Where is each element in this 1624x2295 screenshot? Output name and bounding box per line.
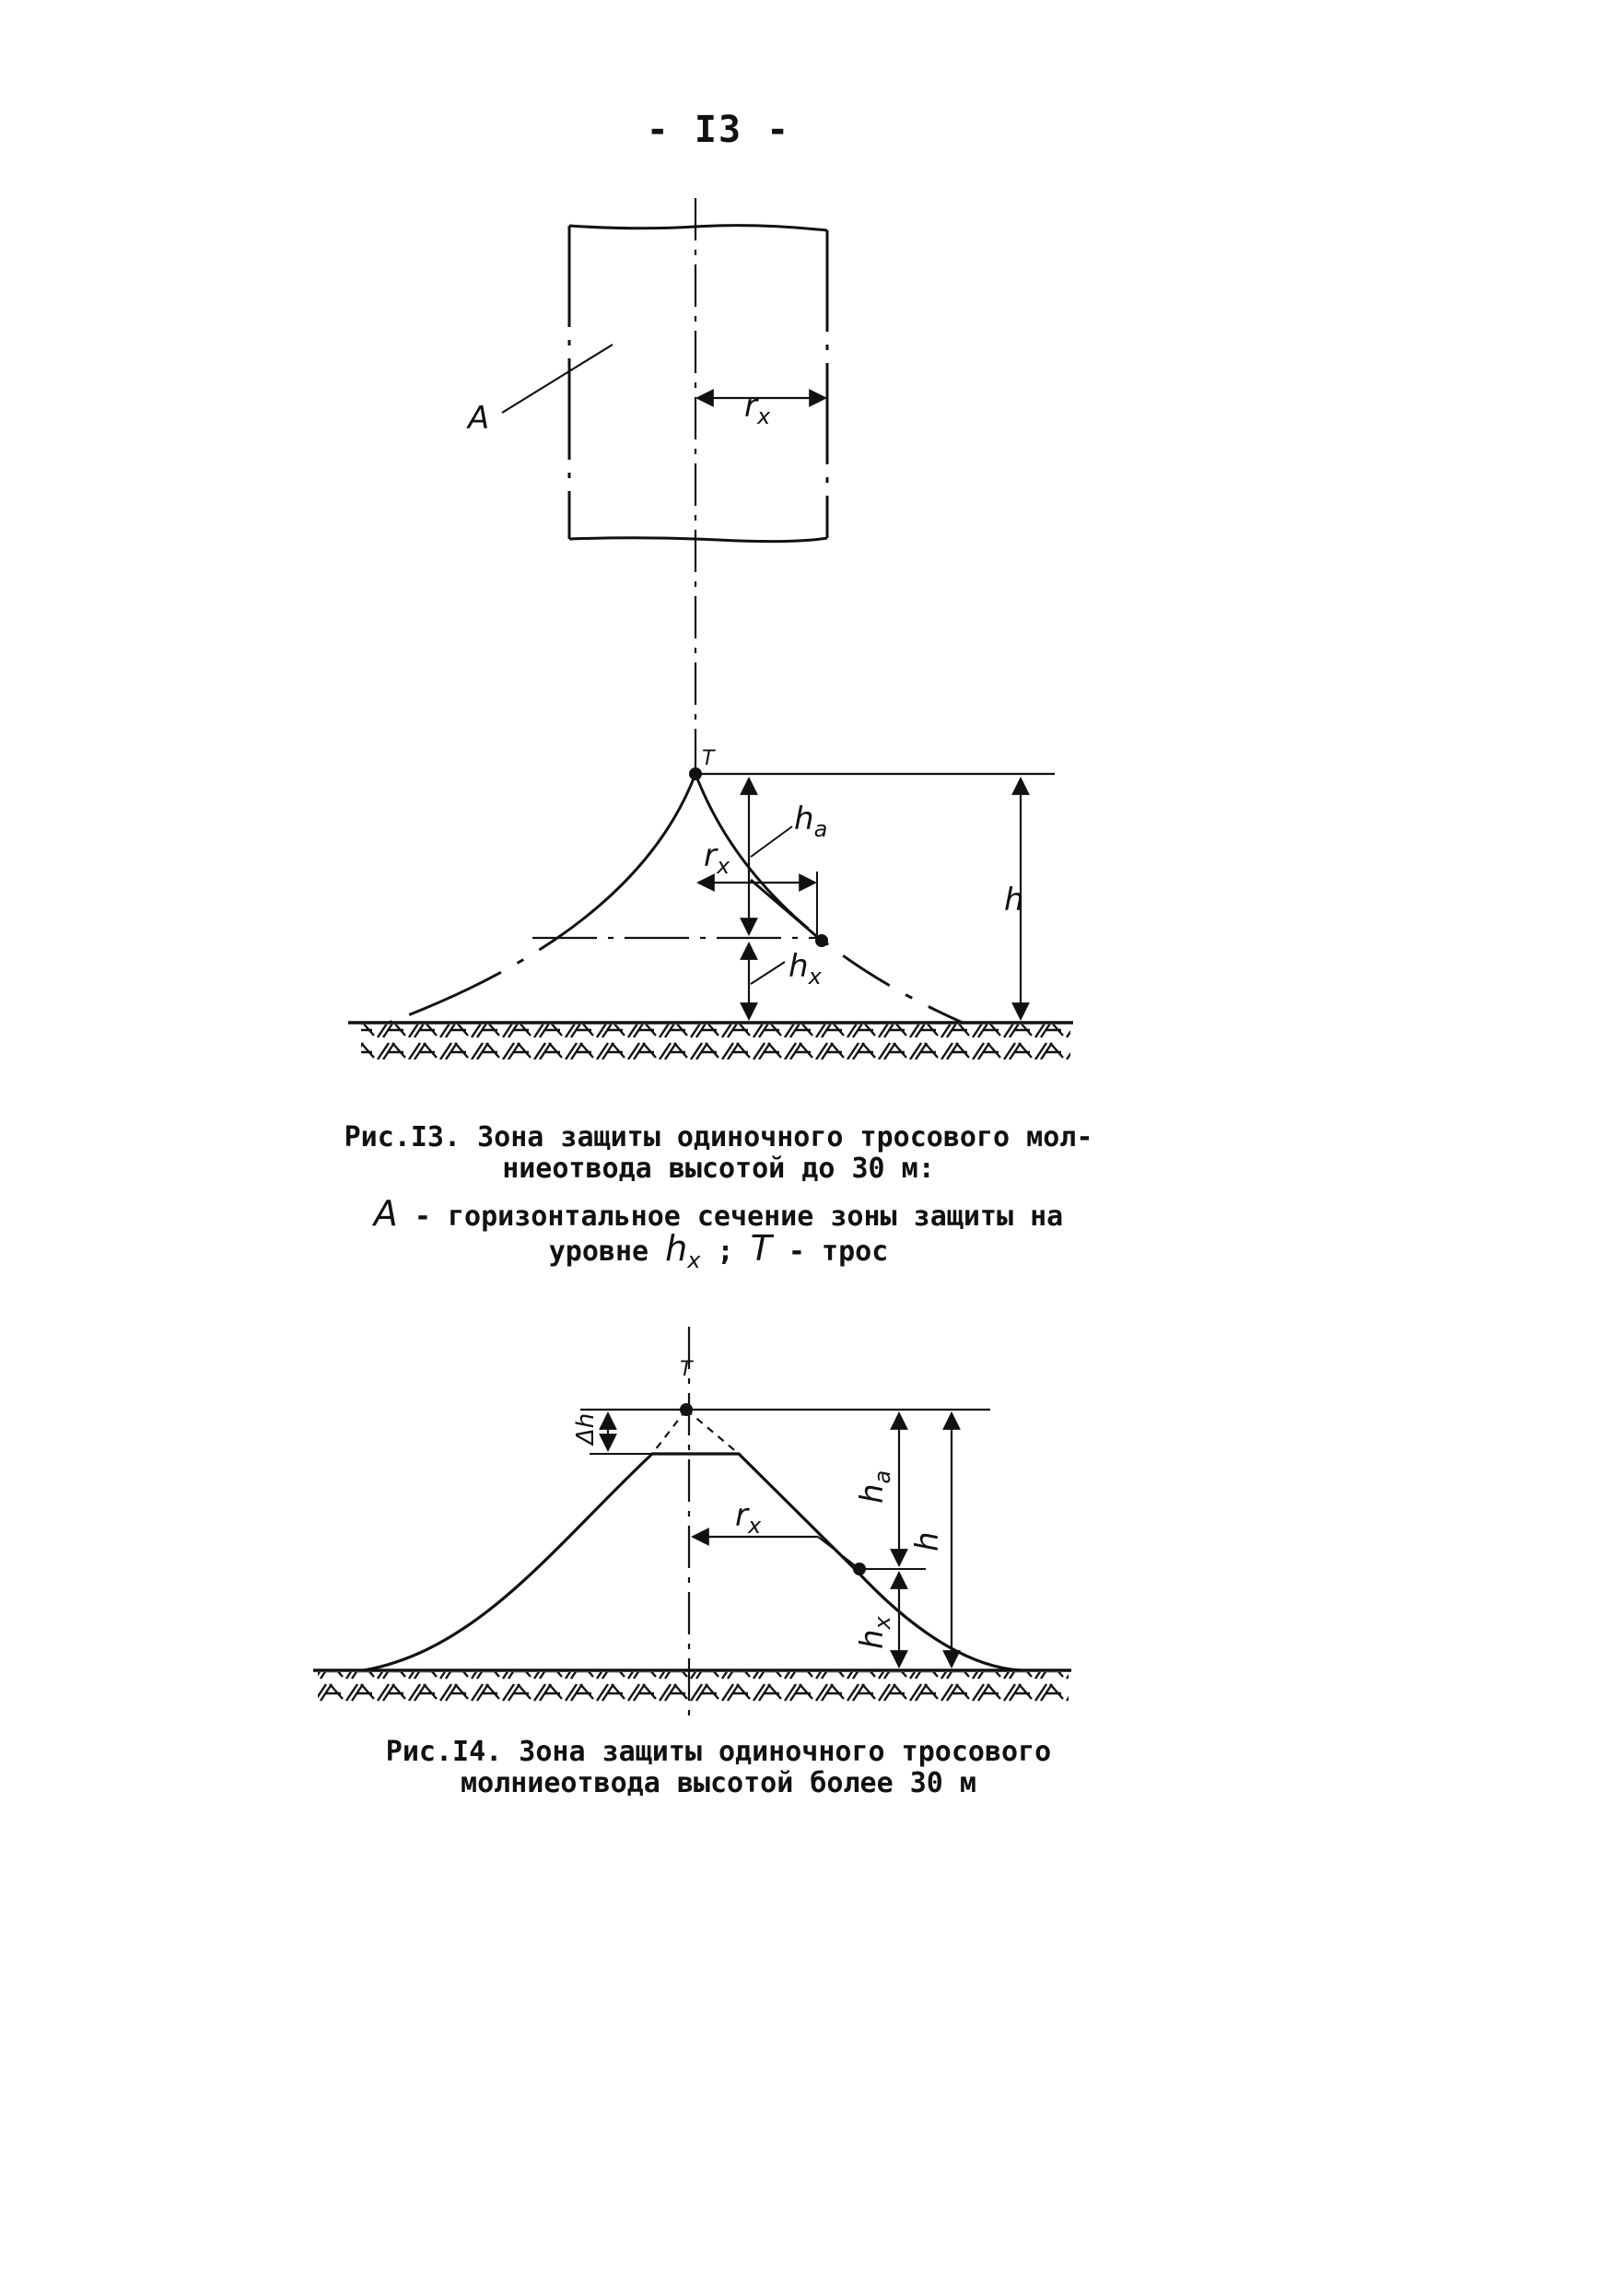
fig14-zone-boundary — [364, 1454, 1021, 1670]
page-number: - I3 - — [646, 109, 791, 151]
fig13-caption-line2: ниеотвода высотой до 30 м: — [502, 1153, 935, 1185]
fig14-caption — [276, 1737, 1161, 1799]
fig13-label-h: h — [1004, 882, 1024, 919]
fig13-label-rx-plan: $r_x$ — [744, 388, 771, 429]
fig13-label-T: T — [702, 747, 715, 770]
fig13-zone-top-edge — [569, 226, 827, 230]
fig13-cable-point — [689, 767, 702, 780]
fig14-label-hx: $h_x$ — [854, 1616, 895, 1649]
fig14-label-T: T — [680, 1358, 693, 1381]
fig13-label-A: A — [468, 400, 490, 437]
fig14-ground-hatch — [318, 1672, 1069, 1702]
fig13-cone-generatrix — [751, 880, 822, 941]
fig14-caption-line1: Рис.I4. Зона защиты одиночного тросового — [385, 1736, 1052, 1768]
fig14-label-rx: $r_x$ — [735, 1497, 762, 1539]
fig13-caption — [276, 1121, 1161, 1273]
fig13-caption-line1: Рис.I3. Зона защиты одиночного тросового мол- — [344, 1121, 1093, 1153]
fig14-rx-ext — [818, 1537, 859, 1569]
fig13-ground-hatch — [361, 1025, 1070, 1060]
fig14-label-ha: $h_a$ — [854, 1470, 895, 1504]
fig14-label-h: h — [909, 1531, 946, 1551]
fig13-zone-boundary-right — [695, 774, 963, 1023]
fig13-section-view — [348, 747, 1073, 1060]
fig14-caption-line2: молниеотвода высотой более 30 м — [461, 1767, 976, 1799]
fig13-plan-view — [466, 198, 827, 774]
fig13-hx-leader — [751, 962, 785, 984]
fig13-caption-line3: A - горизонтальное сечение зоны защиты на — [373, 1193, 1064, 1234]
fig13-label-ha: $h_a$ — [794, 801, 828, 842]
fig13-ha-leader — [751, 826, 792, 857]
fig13-caption-line4: уровне $h_x$ ; T - трос — [548, 1228, 889, 1273]
fig13-label-hx: $h_x$ — [789, 948, 822, 989]
fig13-zone-bottom-edge — [569, 538, 827, 542]
fig13-leader-A — [502, 345, 613, 413]
fig13-label-rx: $r_x$ — [704, 837, 730, 879]
fig14-apex-dashed-right — [686, 1410, 739, 1454]
fig14-label-dh: Δh — [572, 1412, 600, 1445]
fig14-section-view — [313, 1327, 1071, 1723]
fig14-cable-point — [680, 1403, 693, 1416]
fig13-zone-boundary-left — [389, 774, 695, 1023]
fig14-apex-dashed-left — [652, 1410, 686, 1454]
